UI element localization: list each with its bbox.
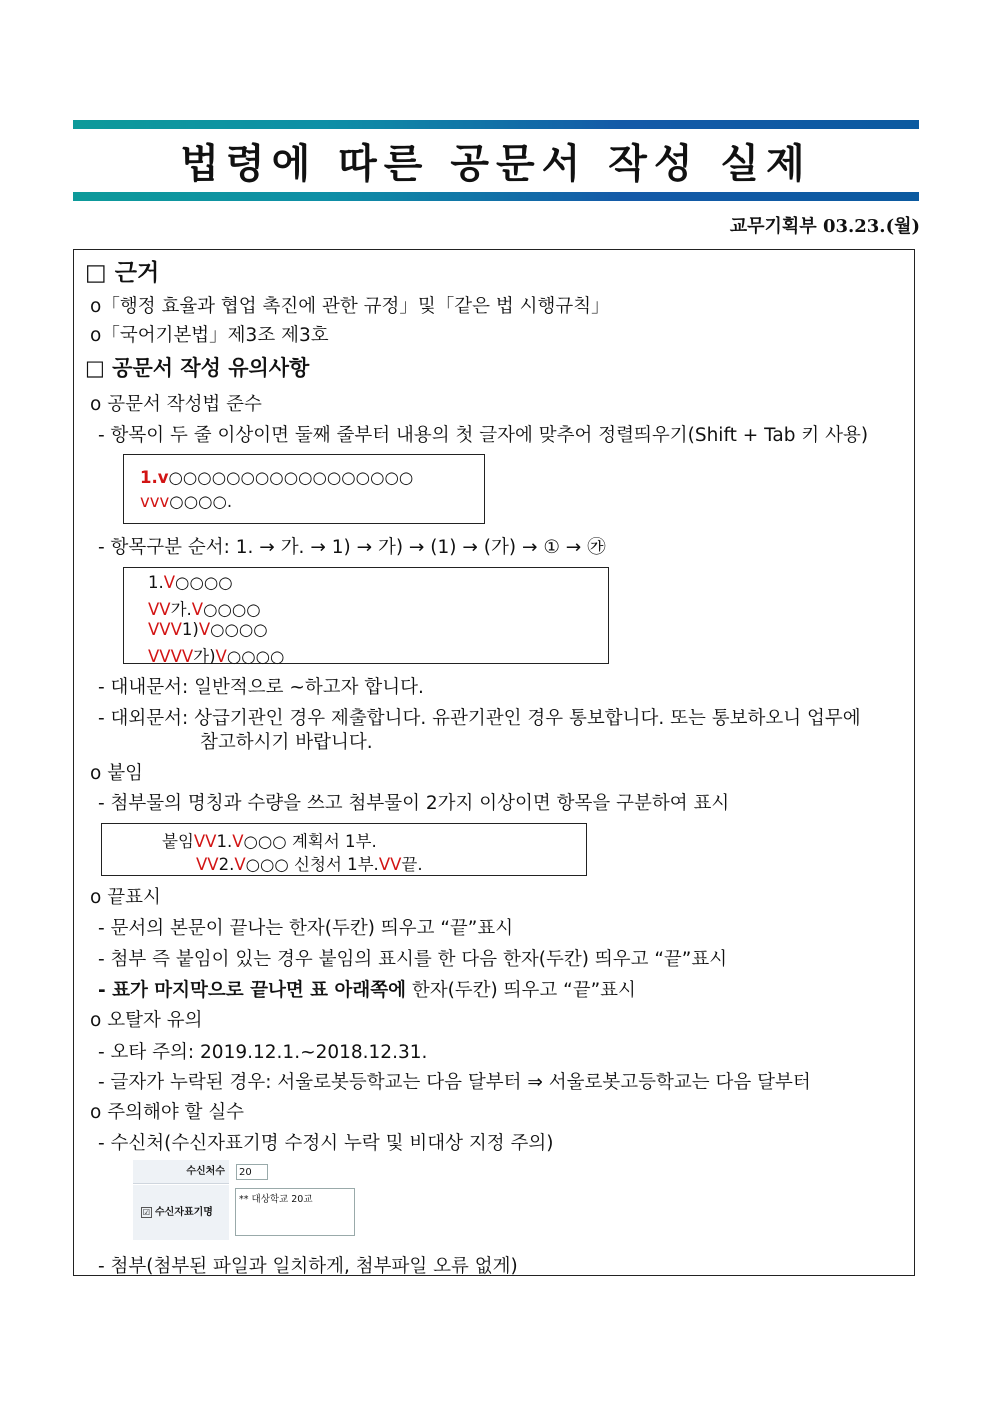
guide-detail-end-2: - 첨부 즉 붙임이 있는 경우 붙임의 표시를 한 다음 한자(두칸) 띄우고 “끝”표시 [98, 949, 728, 970]
recipient-name-label: ☑ 수신자표기명 [133, 1185, 229, 1240]
guide-detail-attachment: - 첨부물의 명칭과 수량을 쓰고 첨부물이 2가지 이상이면 항목을 구분하여 표시 [98, 793, 730, 814]
page-title: 법령에 따른 공문서 작성 실제 [180, 141, 812, 187]
guide-detail-typo-2: - 글자가 누락된 경우: 서울로봇등학교는 다음 달부터 ⇒ 서울로봇고등학교는 다음 달부터 [98, 1072, 811, 1093]
guide-detail-attach-file: - 첨부(첨부된 파일과 일치하게, 첨부파일 오류 없게) [98, 1256, 518, 1277]
example-attachment-line-1: 붙임VV1.V○○○ 계획서 1부. [162, 832, 377, 851]
example-order-line-4: VVVV가)V○○○○ [148, 647, 285, 666]
example-attachment-line-2: VV2.V○○○ 신청서 1부.VV끝. [196, 855, 423, 874]
example-indent-line-2: vvv○○○○. [140, 492, 233, 511]
recipient-count-label: 수신처수 [133, 1160, 229, 1184]
basis-item-1: o「행정 효율과 협업 촉진에 관한 규정」및「같은 법 시행규칙」 [90, 296, 610, 317]
guide-detail-external-cont: 참고하시기 바랍니다. [200, 732, 373, 753]
header-rule-top [73, 120, 919, 129]
header-rule-bottom [73, 192, 919, 201]
guide-detail-internal: - 대내문서: 일반적으로 ~하고자 합니다. [98, 677, 424, 698]
guide-item-mistakes: o 주의해야 할 실수 [90, 1102, 245, 1123]
dept-date: 교무기획부 03.23.(월) [729, 216, 920, 237]
guide-detail-order: - 항목구분 순서: 1. → 가. → 1) → 가) → (1) → (가) → ① → ㉮ [98, 537, 606, 558]
basis-item-2: o「국어기본법」제3조 제3호 [90, 325, 329, 346]
guide-detail-indent: - 항목이 두 줄 이상이면 둘째 줄부터 내용의 첫 글자에 맞추어 정렬띄우기(Shift + Tab 키 사용) [98, 425, 869, 446]
example-indent-line-1: 1.v○○○○○○○○○○○○○○○○○ [140, 468, 414, 487]
guide-detail-end-3: - 표가 마지막으로 끝나면 표 아래쪽에 한자(두칸) 띄우고 “끝”표시 [98, 980, 636, 1001]
recipient-checkbox[interactable]: ☑ [142, 1207, 151, 1217]
guide-detail-end-1: - 문서의 본문이 끝나는 한자(두칸) 띄우고 “끝”표시 [98, 918, 514, 939]
guide-item-writing: o 공문서 작성법 준수 [90, 394, 262, 415]
guide-item-end-mark: o 끝표시 [90, 887, 161, 908]
guide-item-attachment: o 붙임 [90, 763, 143, 784]
example-order-line-2: VV가.V○○○○ [148, 600, 261, 619]
example-box-indent [123, 454, 485, 524]
recipient-form-screenshot [133, 1160, 355, 1240]
guide-item-typo: o 오탈자 유의 [90, 1010, 203, 1031]
guide-detail-typo-1: - 오타 주의: 2019.12.1.~2018.12.31. [98, 1042, 428, 1063]
section-basis-title: □ 근거 [85, 260, 160, 286]
example-order-line-3: VVV1)V○○○○ [148, 620, 268, 639]
recipient-count-input[interactable]: 20 [236, 1164, 268, 1180]
example-order-line-1: 1.V○○○○ [148, 573, 233, 592]
guide-detail-recipient: - 수신처(수신자표기명 수정시 누락 및 비대상 지정 주의) [98, 1133, 554, 1154]
section-guidelines-title: □ 공문서 작성 유의사항 [85, 356, 310, 380]
recipient-name-textarea[interactable]: ** 대상학교 20교 [235, 1188, 355, 1236]
guide-detail-external: - 대외문서: 상급기관인 경우 제출합니다. 유관기관인 경우 통보합니다. 또는 통보하오니 업무에 [98, 708, 861, 729]
